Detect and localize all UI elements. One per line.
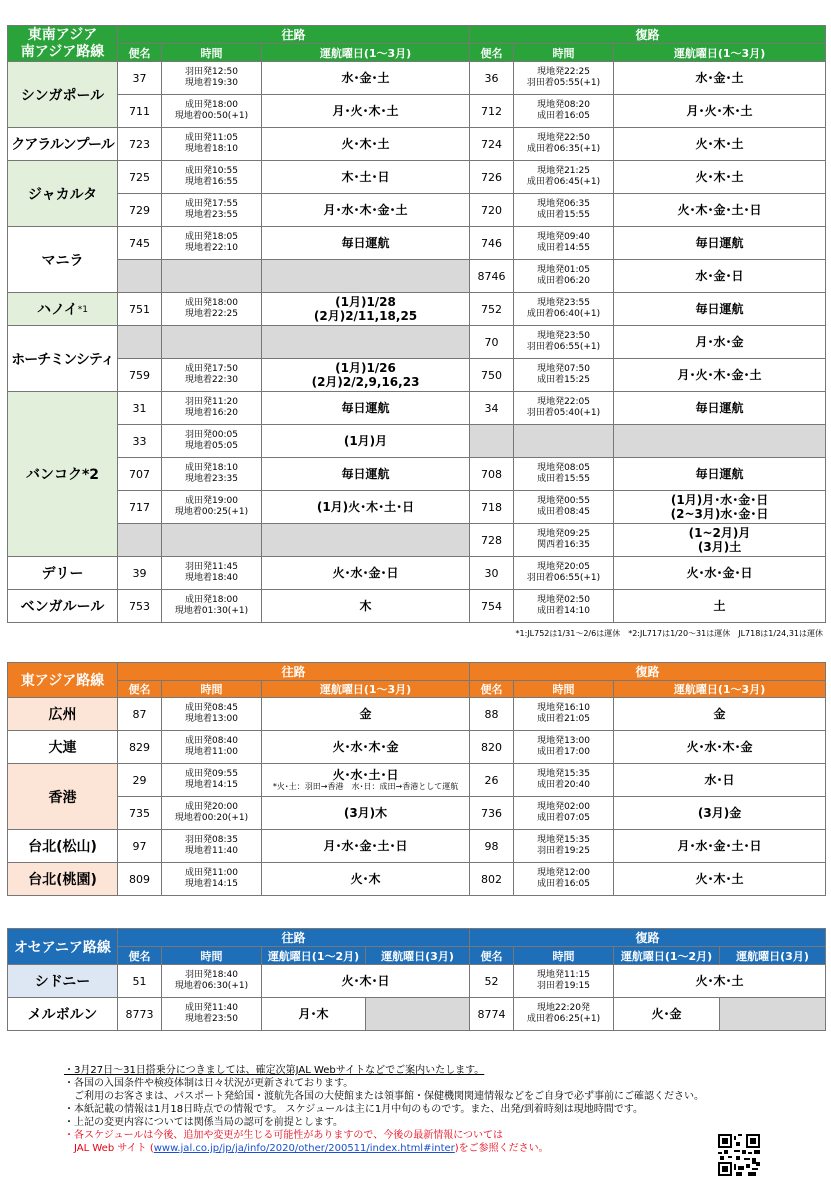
flight-time: 現地発22:25 羽田着05:55(+1) [514,62,614,95]
flight-time: 成田発18:00 現地着22:25 [162,293,262,326]
operating-days: 水･日 [614,764,826,797]
outbound-header: 往路 [118,26,470,44]
city-kuala-lumpur: クアラルンプール [8,128,118,161]
table-row [8,95,826,128]
col-flight: 便名 [118,44,162,62]
flight-number: 707 [118,458,162,491]
flight-number: 751 [118,293,162,326]
table-row [8,524,826,557]
empty-cell [162,524,262,557]
operating-days: 毎日運航 [614,227,826,260]
col-days: 運航曜日(1～3月) [262,44,470,62]
operating-days: 火･木 [262,863,470,896]
operating-days: 土 [614,590,826,623]
flight-number: 52 [470,965,514,998]
table-row [8,698,826,731]
flight-time: 成田発17:55 現地着23:55 [162,194,262,227]
flight-number: 809 [118,863,162,896]
flight-time: 成田発18:00 現地着00:50(+1) [162,95,262,128]
operating-days: 毎日運航 [614,293,826,326]
table-row [8,326,826,359]
flight-number: 750 [470,359,514,392]
flight-number: 735 [118,797,162,830]
operating-days: 月･水･金･土･日 [614,830,826,863]
flight-time: 現地発01:05 成田着06:20 [514,260,614,293]
operating-days: 月･水･金･土･日 [262,830,470,863]
operating-days: 水･金･土 [614,62,826,95]
empty-cell [614,425,826,458]
empty-cell [162,326,262,359]
operating-days: 毎日運航 [262,227,470,260]
flight-time: 現地発20:05 羽田着06:55(+1) [514,557,614,590]
empty-cell [118,326,162,359]
operating-days: 毎日運航 [614,458,826,491]
east-asia-table [7,662,826,896]
note-line: ・3月27日～31日搭乗分につきましては、確定次第JAL Webサイトなどでご案内いたします。 [64,1065,485,1076]
flight-time: 羽田発08:35 現地着11:40 [162,830,262,863]
city-jakarta: ジャカルタ [8,161,118,227]
city-manila: マニラ [8,227,118,293]
flight-time: 現地発16:10 成田着21:05 [514,698,614,731]
table-row [8,260,826,293]
col-days-jan-feb: 運航曜日(1～2月) [614,947,720,965]
flight-number: 717 [118,491,162,524]
flight-number: 30 [470,557,514,590]
col-days: 運航曜日(1～3月) [262,681,470,698]
empty-cell [514,425,614,458]
operating-days: 月･水･金 [614,326,826,359]
table-row [8,830,826,863]
flight-time: 成田発19:00 現地着00:25(+1) [162,491,262,524]
table-row [8,194,826,227]
flight-number: 829 [118,731,162,764]
operating-days: (3月)木 [262,797,470,830]
flight-number: 723 [118,128,162,161]
notes-section [64,1064,764,1155]
operating-days: 火･水･木･金 [262,731,470,764]
col-days: 運航曜日(1～3月) [614,44,826,62]
flight-number: 712 [470,95,514,128]
col-flight: 便名 [470,681,514,698]
flight-time: 羽田発11:20 現地着16:20 [162,392,262,425]
operating-days: 火･金 [614,998,720,1031]
outbound-header: 往路 [118,929,470,947]
flight-number: 728 [470,524,514,557]
flight-number: 745 [118,227,162,260]
oceania-table [7,928,826,1031]
flight-number: 98 [470,830,514,863]
table-row [8,491,826,524]
flight-time: 現地発09:25 関西着16:35 [514,524,614,557]
operating-days: 月･火･木･土 [614,95,826,128]
table-row [8,797,826,830]
flight-time: 現地発07:50 成田着15:25 [514,359,614,392]
flight-number: 708 [470,458,514,491]
operating-days: (1月)1/26 (2月)2/2,9,16,23 [262,359,470,392]
col-flight: 便名 [470,947,514,965]
col-days-jan-feb: 運航曜日(1～2月) [262,947,366,965]
empty-cell [470,425,514,458]
col-time: 時間 [514,947,614,965]
flight-time: 現地発22:05 羽田着05:40(+1) [514,392,614,425]
operating-days: 毎日運航 [614,392,826,425]
flight-time: 成田発20:00 現地着00:20(+1) [162,797,262,830]
flight-number: 34 [470,392,514,425]
inbound-header: 復路 [470,26,826,44]
suspension-footnote: *1:JL752は1/31～2/6は運休 *2:JL717は1/20～31は運休 JL718は1/24,31は運休 [515,629,823,638]
city-ho-chi-minh: ホーチミンシティ [8,326,118,392]
flight-number: 720 [470,194,514,227]
col-flight: 便名 [470,44,514,62]
operating-days: 木･土･日 [262,161,470,194]
table-row [8,863,826,896]
table-row [8,425,826,458]
flight-time: 現地発22:50 成田着06:35(+1) [514,128,614,161]
operating-days: 水･金･日 [614,260,826,293]
flight-time: 現地発15:35 成田着20:40 [514,764,614,797]
flight-time: 羽田発12:50 現地着19:30 [162,62,262,95]
flight-number: 87 [118,698,162,731]
flight-time: 成田発18:00 現地着01:30(+1) [162,590,262,623]
operating-days: 火･水･金･日 [262,557,470,590]
flight-time: 成田発08:40 現地着11:00 [162,731,262,764]
flight-time: 現地発15:35 羽田着19:25 [514,830,614,863]
operating-days: 火･水･金･日 [614,557,826,590]
city-dalian: 大連 [8,731,118,764]
flight-time: 羽田発00:05 現地着05:05 [162,425,262,458]
operating-days: 火･木･金･土･日 [614,194,826,227]
flight-time: 羽田発11:45 現地着18:40 [162,557,262,590]
outbound-header: 往路 [118,663,470,681]
empty-cell [118,260,162,293]
southeast-asia-table [7,25,826,623]
flight-time: 現地発08:05 成田着15:55 [514,458,614,491]
table-row [8,731,826,764]
operating-days: 月･火･木･土 [262,95,470,128]
flight-time: 現地発12:00 成田着16:05 [514,863,614,896]
flight-number: 33 [118,425,162,458]
flight-time: 成田発08:45 現地着13:00 [162,698,262,731]
note-line: ご利用のお客さまは、パスポート発給国・渡航先各国の大使館または領事館・保健機関関連情報などをご自身で必ず事前にご確認ください。 [64,1091,704,1102]
flight-number: 29 [118,764,162,797]
operating-days: 金 [614,698,826,731]
operating-days: 火･水･土･日 *火･土：羽田→香港 水･日：成田→香港として運航 [262,764,470,797]
flight-time: 現地発02:50 成田着14:10 [514,590,614,623]
flight-number: 736 [470,797,514,830]
col-flight: 便名 [118,947,162,965]
city-taipei-taoyuan: 台北(桃園) [8,863,118,896]
flight-number: 753 [118,590,162,623]
operating-days: (3月)金 [614,797,826,830]
operating-days: 木 [262,590,470,623]
note-line: ・各国の入国条件や検疫体制は日々状況が更新されております。 [64,1078,354,1089]
operating-days: 金 [262,698,470,731]
empty-cell [720,998,826,1031]
flight-time: 現地発11:15 羽田着19:15 [514,965,614,998]
city-guangzhou: 広州 [8,698,118,731]
col-time: 時間 [514,44,614,62]
table-row [8,128,826,161]
flight-time: 現地発00:55 成田着08:45 [514,491,614,524]
flight-number: 88 [470,698,514,731]
empty-cell [262,260,470,293]
city-hong-kong: 香港 [8,764,118,830]
table-row [8,965,826,998]
empty-cell [366,998,470,1031]
city-hanoi: ハノイ*1 [8,293,118,326]
table-row [8,590,826,623]
operating-days: (1月)火･木･土･日 [262,491,470,524]
flight-time: 現地発09:40 成田着14:55 [514,227,614,260]
city-melbourne: メルボルン [8,998,118,1031]
flight-number: 746 [470,227,514,260]
table-row [8,392,826,425]
city-taipei-songshan: 台北(松山) [8,830,118,863]
city-bangkok: バンコク*2 [8,392,118,557]
flight-number: 8773 [118,998,162,1031]
operating-days: 水･金･土 [262,62,470,95]
flight-time: 現地発23:55 成田着06:40(+1) [514,293,614,326]
operating-days: 月･火･木･金･土 [614,359,826,392]
flight-number: 820 [470,731,514,764]
jal-info-link[interactable]: www.jal.co.jp/jp/ja/info/2020/other/200511/index.html#inter [153,1143,455,1154]
flight-number: 724 [470,128,514,161]
note-line: ・本紙記載の情報は1月18日時点での情報です。 スケジュールは主に1月中旬のものです。また、出発/到着時刻は現地時間です。 [64,1104,643,1115]
flight-number: 729 [118,194,162,227]
empty-cell [162,260,262,293]
flight-time: 成田発18:10 現地着23:35 [162,458,262,491]
operating-days: 火･木･土 [614,161,826,194]
flight-time: 現地発23:50 羽田着06:55(+1) [514,326,614,359]
inbound-header: 復路 [470,663,826,681]
flight-time: 成田発10:55 現地着16:55 [162,161,262,194]
flight-number: 37 [118,62,162,95]
city-delhi: デリー [8,557,118,590]
flight-time: 成田発11:05 現地着18:10 [162,128,262,161]
qr-code-icon [718,1134,760,1176]
flight-number: 726 [470,161,514,194]
col-days-mar: 運航曜日(3月) [366,947,470,965]
flight-time: 現地発21:25 成田着06:45(+1) [514,161,614,194]
flight-time: 現地発02:00 成田着07:05 [514,797,614,830]
flight-time: 成田発09:55 現地着14:15 [162,764,262,797]
flight-number: 759 [118,359,162,392]
operating-days: (1月)1/28 (2月)2/11,18,25 [262,293,470,326]
table-row [8,161,826,194]
flight-number: 8774 [470,998,514,1031]
table-row [8,458,826,491]
col-time: 時間 [514,681,614,698]
table-row [8,62,826,95]
table-row [8,293,826,326]
col-flight: 便名 [118,681,162,698]
flight-number: 802 [470,863,514,896]
table-row [8,557,826,590]
operating-days: 火･木･土 [614,965,826,998]
col-time: 時間 [162,947,262,965]
flight-time: 成田発17:50 現地着22:30 [162,359,262,392]
flight-time: 現地発06:35 成田着15:55 [514,194,614,227]
table-row [8,764,826,797]
flight-time: 現地発13:00 成田着17:00 [514,731,614,764]
flight-number: 31 [118,392,162,425]
operating-days: 月･水･木･金･土 [262,194,470,227]
flight-number: 51 [118,965,162,998]
flight-number: 718 [470,491,514,524]
operating-days: 月･木 [262,998,366,1031]
col-days: 運航曜日(1～3月) [614,681,826,698]
flight-time: 成田発11:00 現地着14:15 [162,863,262,896]
col-time: 時間 [162,44,262,62]
city-bengaluru: ベンガルール [8,590,118,623]
flight-time: 羽田発18:40 現地着06:30(+1) [162,965,262,998]
route-title: 東アジア路線 [8,663,118,698]
empty-cell [262,524,470,557]
col-time: 時間 [162,681,262,698]
operating-days: 火･木･土 [614,128,826,161]
inbound-header: 復路 [470,929,826,947]
flight-number: 70 [470,326,514,359]
operating-days: 火･水･木･金 [614,731,826,764]
flight-time: 成田発18:05 現地着22:10 [162,227,262,260]
flight-number: 754 [470,590,514,623]
note-line: JAL Web サイト (www.jal.co.jp/jp/ja/info/2020/other/200511/index.html#inter)をご参照ください。 [64,1143,549,1154]
operating-days: (1~2月)月 (3月)土 [614,524,826,557]
city-singapore: シンガポール [8,62,118,128]
flight-number: 26 [470,764,514,797]
route-title: オセアニア路線 [8,929,118,965]
operating-days: (1月)月･水･金･日 (2~3月)水･金･日 [614,491,826,524]
operating-days: 毎日運航 [262,392,470,425]
table-row [8,227,826,260]
flight-time: 現地発08:20 成田着16:05 [514,95,614,128]
flight-time: 現地22:20発 成田着06:25(+1) [514,998,614,1031]
flight-number: 39 [118,557,162,590]
empty-cell [118,524,162,557]
operating-days: (1月)月 [262,425,470,458]
flight-number: 8746 [470,260,514,293]
operating-days: 火･木･土 [614,863,826,896]
flight-number: 752 [470,293,514,326]
operating-days: 毎日運航 [262,458,470,491]
table-row [8,998,826,1031]
city-sydney: シドニー [8,965,118,998]
flight-number: 97 [118,830,162,863]
note-line: ・上記の変更内容については関係当局の認可を前提とします。 [64,1117,343,1128]
flight-number: 711 [118,95,162,128]
operating-days: 火･木･土 [262,128,470,161]
col-days-mar: 運航曜日(3月) [720,947,826,965]
flight-time: 成田発11:40 現地着23:50 [162,998,262,1031]
flight-number: 725 [118,161,162,194]
note-line: ・各スケジュールは今後、追加や変更が生じる可能性がありますので、今後の最新情報については [64,1130,503,1141]
flight-number: 36 [470,62,514,95]
route-title: 東南アジア 南アジア路線 [8,26,118,62]
operating-days: 火･木･日 [262,965,470,998]
table-row [8,359,826,392]
empty-cell [262,326,470,359]
